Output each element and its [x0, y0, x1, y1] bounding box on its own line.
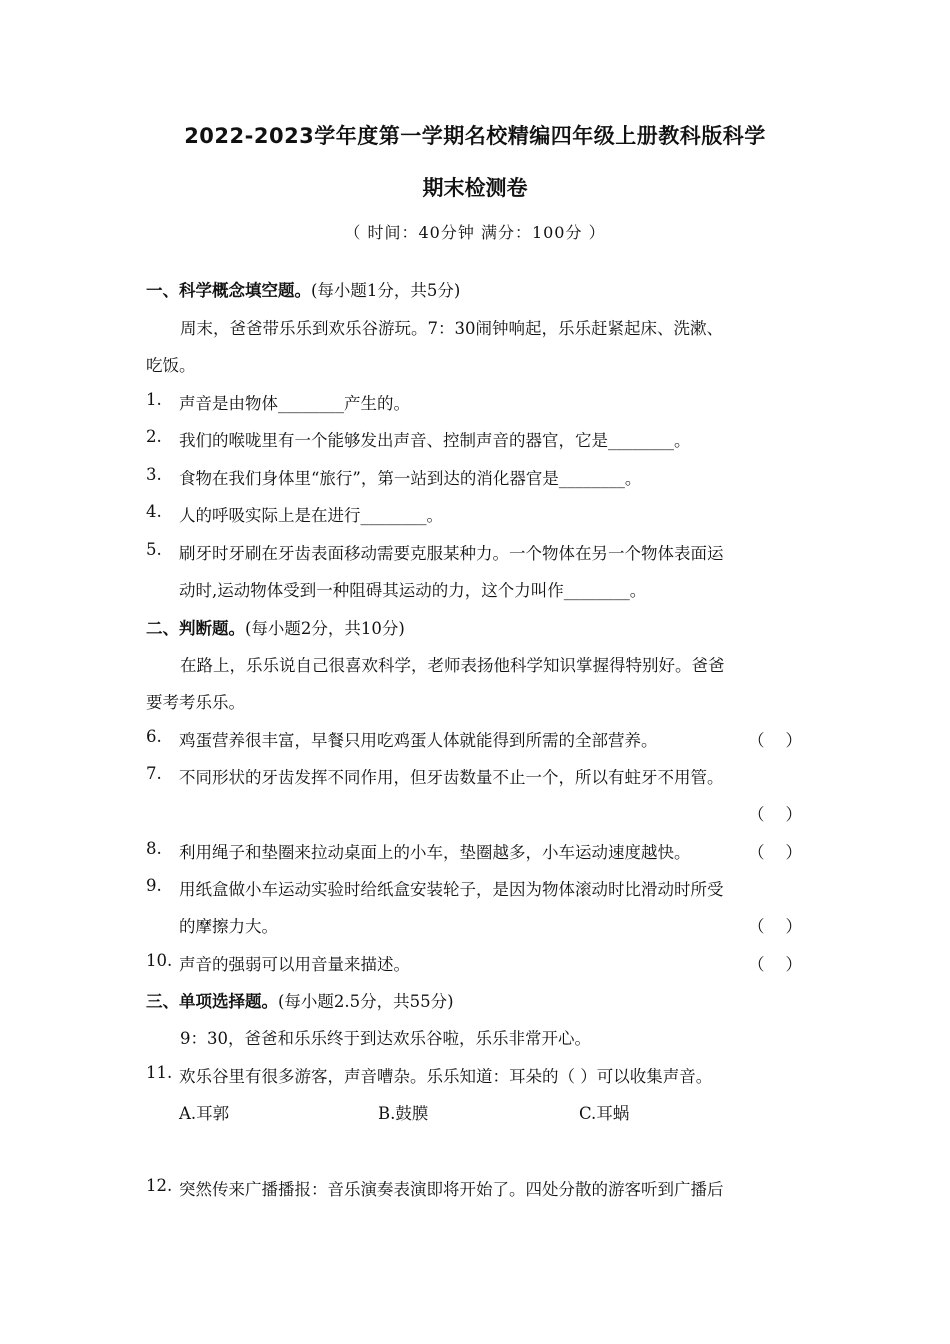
- question-text: 声音的强弱可以用音量来描述。: [179, 955, 410, 974]
- question-text: 我们的喉咙里有一个能够发出声音、控制声音的器官，它是________。: [179, 431, 691, 450]
- question-text: 声音是由物体________产生的。: [179, 394, 410, 413]
- question-text: 刷牙时牙刷在牙齿表面移动需要克服某种力。一个物体在另一个物体表面运: [179, 544, 724, 563]
- option-a[interactable]: A.耳郭: [179, 1104, 230, 1123]
- section2-intro-line2: 要考考乐乐。: [146, 693, 245, 712]
- question-text: 鸡蛋营养很丰富，早餐只用吃鸡蛋人体就能得到所需的全部营养。: [179, 731, 658, 750]
- section1-note: (每小题1分，共5分): [311, 281, 461, 300]
- section3-heading-row: [146, 988, 454, 1012]
- question-number: 1.: [146, 390, 162, 409]
- answer-parentheses[interactable]: （ ）: [748, 843, 802, 862]
- question-number: 7.: [146, 764, 162, 783]
- question-text: 食物在我们身体里“旅行”，第一站到达的消化器官是________。: [179, 469, 642, 488]
- question-number: 8.: [146, 839, 162, 858]
- exam-time-score: （ 时间：40分钟 满分：100分 ）: [344, 223, 606, 242]
- question-number: 2.: [146, 427, 162, 446]
- answer-parentheses[interactable]: （ ）: [748, 731, 802, 750]
- section2-heading-row: [146, 615, 405, 639]
- question-text: 利用绳子和垫圈来拉动桌面上的小车，垫圈越多，小车运动速度越快。: [179, 843, 691, 862]
- section2-note: (每小题2分，共10分): [245, 619, 405, 638]
- option-b[interactable]: B.鼓膜: [378, 1104, 429, 1123]
- question-text: 用纸盒做小车运动实验时给纸盒安装轮子，是因为物体滚动时比滑动时所受: [179, 880, 724, 899]
- section1-heading-row: [146, 277, 460, 301]
- section2-heading: 二、判断题。: [146, 619, 245, 638]
- question-number: 6.: [146, 727, 162, 746]
- question-number: 10.: [146, 951, 173, 970]
- question-text: 突然传来广播播报：音乐演奏表演即将开始了。四处分散的游客听到广播后: [179, 1180, 724, 1199]
- exam-title-line2: 期末检测卷: [422, 176, 528, 200]
- question-text-continued: 的摩擦力大。: [179, 917, 278, 936]
- section3-heading: 三、单项选择题。: [146, 992, 278, 1011]
- section1-heading: 一、科学概念填空题。: [146, 281, 311, 300]
- exam-title-line1: 2022-2023学年度第一学期名校精编四年级上册教科版科学: [184, 124, 766, 148]
- answer-parentheses[interactable]: （ ）: [748, 955, 802, 974]
- question-number: 11.: [146, 1063, 173, 1082]
- question-number: 9.: [146, 876, 162, 895]
- section1-intro-line2: 吃饭。: [146, 356, 196, 375]
- question-number: 3.: [146, 465, 162, 484]
- question-text: 不同形状的牙齿发挥不同作用，但牙齿数量不止一个，所以有蛀牙不用管。: [179, 768, 724, 787]
- section3-intro-line1: 9：30，爸爸和乐乐终于到达欢乐谷啦，乐乐非常开心。: [180, 1029, 591, 1048]
- question-text-continued: 动时,运动物体受到一种阻碍其运动的力，这个力叫作________。: [179, 581, 647, 600]
- question-text: 欢乐谷里有很多游客，声音嘈杂。乐乐知道：耳朵的（ ）可以收集声音。: [179, 1067, 713, 1086]
- question-number: 4.: [146, 502, 162, 521]
- section2-intro-line1: 在路上，乐乐说自己很喜欢科学，老师表扬他科学知识掌握得特别好。爸爸: [180, 656, 725, 675]
- question-number: 12.: [146, 1176, 173, 1195]
- question-number: 5.: [146, 540, 162, 559]
- option-c[interactable]: C.耳蜗: [579, 1104, 630, 1123]
- answer-parentheses[interactable]: （ ）: [748, 805, 802, 824]
- question-text: 人的呼吸实际上是在进行________。: [179, 506, 443, 525]
- answer-parentheses[interactable]: （ ）: [748, 917, 802, 936]
- section3-note: (每小题2.5分，共55分): [278, 992, 454, 1011]
- section1-intro-line1: 周末，爸爸带乐乐到欢乐谷游玩。7：30闹钟响起，乐乐赶紧起床、洗漱、: [180, 319, 723, 338]
